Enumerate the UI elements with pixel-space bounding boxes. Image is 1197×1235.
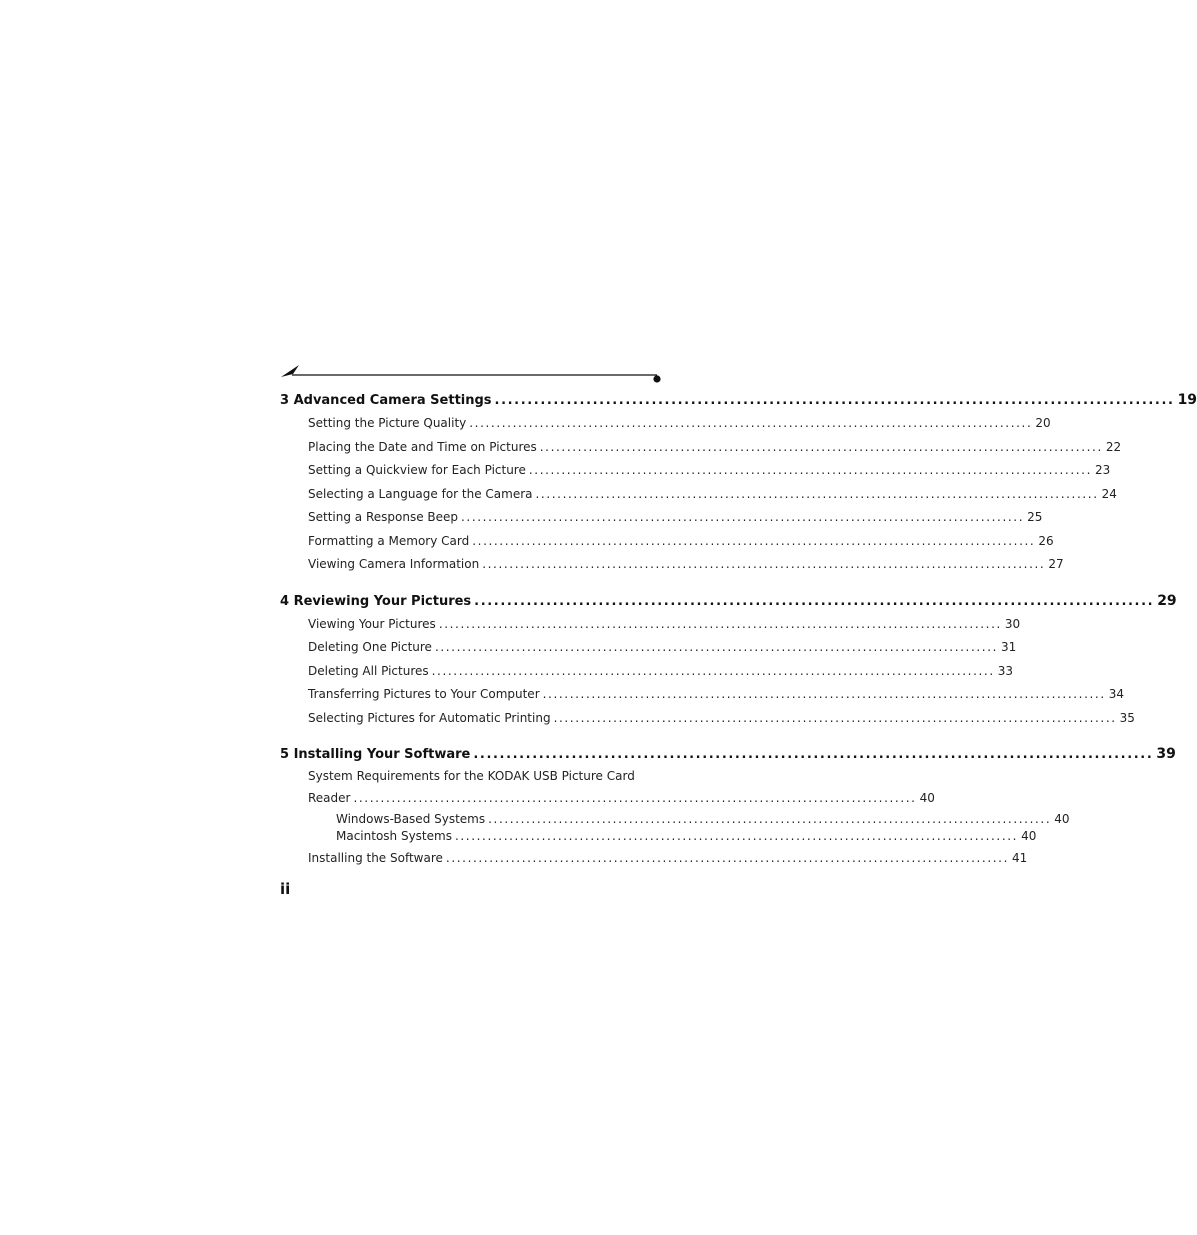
toc-entry[interactable] (280, 412, 1051, 436)
entry-page: 23 (1094, 463, 1111, 477)
entry-title: Deleting All Pictures (308, 663, 429, 678)
toc-entry-line1[interactable] (280, 766, 658, 787)
entry-page: 27 (1048, 557, 1064, 571)
entry-page: 35 (1119, 710, 1135, 725)
dot-leader: ........................................................................................................ (434, 640, 999, 654)
toc-chapter-5[interactable] (280, 742, 1176, 766)
entry-title: Placing the Date and Time on Pictures (308, 439, 537, 454)
dot-leader: ........................................................................................................ (488, 811, 1052, 826)
header-rule-graphic (280, 362, 664, 384)
toc-entry[interactable] (280, 436, 1122, 460)
entry-title: Installing the Software (308, 850, 443, 865)
toc-entry[interactable] (280, 683, 1125, 707)
entry-page: 40 (1054, 811, 1070, 826)
toc-subentry[interactable] (280, 828, 1037, 845)
chapter-page: 29 (1157, 592, 1177, 609)
chapter-title: 5 Installing Your Software (280, 747, 471, 762)
entry-title: Deleting One Picture (308, 640, 432, 654)
toc-chapter-4[interactable] (280, 589, 1177, 613)
toc-entry[interactable] (280, 530, 1054, 554)
toc-subentry[interactable] (280, 811, 1070, 828)
entry-title: Selecting Pictures for Automatic Printing (308, 710, 551, 725)
toc-entry[interactable] (280, 787, 935, 811)
entry-title: Setting a Response Beep (308, 510, 459, 524)
entry-page: 40 (919, 791, 935, 805)
table-of-contents (280, 388, 1197, 870)
dot-leader: ........................................................................................................ (474, 593, 1155, 609)
entry-page: 33 (997, 663, 1014, 678)
dot-leader: ........................................................................................................ (454, 828, 1019, 843)
entry-title: Macintosh Systems (336, 828, 452, 843)
entry-page: 34 (1108, 687, 1125, 701)
entry-page: 31 (1001, 640, 1017, 654)
dot-leader: ........................................................................................................ (438, 616, 1002, 631)
entry-page: 22 (1105, 439, 1122, 454)
dot-leader: ........................................................................................................ (445, 850, 1010, 865)
dot-leader: ........................................................................................................ (469, 416, 1033, 430)
toc-entry[interactable] (280, 660, 1014, 684)
entry-title: System Requirements for the KODAK USB Picture Card (308, 769, 635, 783)
toc-entry[interactable] (280, 707, 1135, 731)
toc-entry[interactable] (280, 613, 1021, 637)
toc-entry[interactable] (280, 636, 1017, 660)
chapter-title: 4 Reviewing Your Pictures (280, 593, 472, 609)
toc-chapter-3[interactable] (280, 388, 1197, 412)
dot-leader: ........................................................................................................ (461, 510, 1025, 524)
entry-title: Selecting a Language for the Camera (308, 486, 533, 501)
entry-page: 20 (1035, 416, 1051, 430)
dot-leader: ........................................................................................................ (482, 557, 1046, 571)
dot-leader: ........................................................................................................ (553, 710, 1117, 725)
entry-page: 26 (1038, 533, 1054, 548)
entry-page: 30 (1004, 616, 1021, 631)
page-number: ii (280, 880, 291, 898)
entry-title: Reader (308, 791, 351, 805)
entry-title: Transferring Pictures to Your Computer (308, 687, 540, 701)
dot-leader: ........................................................................................................ (528, 463, 1092, 477)
entry-page: 41 (1012, 850, 1028, 865)
dot-leader: ........................................................................................................ (535, 486, 1099, 501)
dot-leader: ........................................................................................................ (353, 791, 917, 805)
entry-title: Setting a Quickview for Each Picture (308, 463, 526, 477)
spacer (280, 730, 658, 742)
toc-entry[interactable] (280, 847, 1028, 871)
rule-dot-icon (653, 375, 660, 382)
entry-page: 25 (1027, 510, 1043, 524)
entry-title: Formatting a Memory Card (308, 533, 470, 548)
entry-title: Windows-Based Systems (336, 811, 486, 826)
dot-leader: ........................................................................................................ (494, 393, 1175, 408)
toc-entry[interactable] (280, 483, 1117, 507)
dot-leader: ........................................................................................................ (472, 533, 1036, 548)
chapter-page: 39 (1156, 746, 1176, 762)
dot-leader: ........................................................................................................ (431, 663, 995, 678)
dot-leader: ........................................................................................................ (473, 747, 1154, 762)
entry-title: Viewing Your Pictures (308, 616, 436, 631)
header-rule (280, 362, 664, 384)
toc-entry[interactable] (280, 553, 1064, 577)
entry-title: Viewing Camera Information (308, 557, 480, 571)
chapter-page: 19 (1177, 392, 1197, 408)
chapter-title: 3 Advanced Camera Settings (280, 393, 492, 408)
spacer (280, 577, 658, 589)
dot-leader: ........................................................................................................ (539, 439, 1103, 454)
entry-page: 40 (1021, 828, 1037, 843)
toc-entry[interactable] (280, 459, 1111, 483)
dot-leader: ........................................................................................................ (542, 687, 1106, 701)
toc-entry[interactable] (280, 506, 1043, 530)
entry-page: 24 (1101, 486, 1117, 501)
entry-title: Setting the Picture Quality (308, 416, 467, 430)
